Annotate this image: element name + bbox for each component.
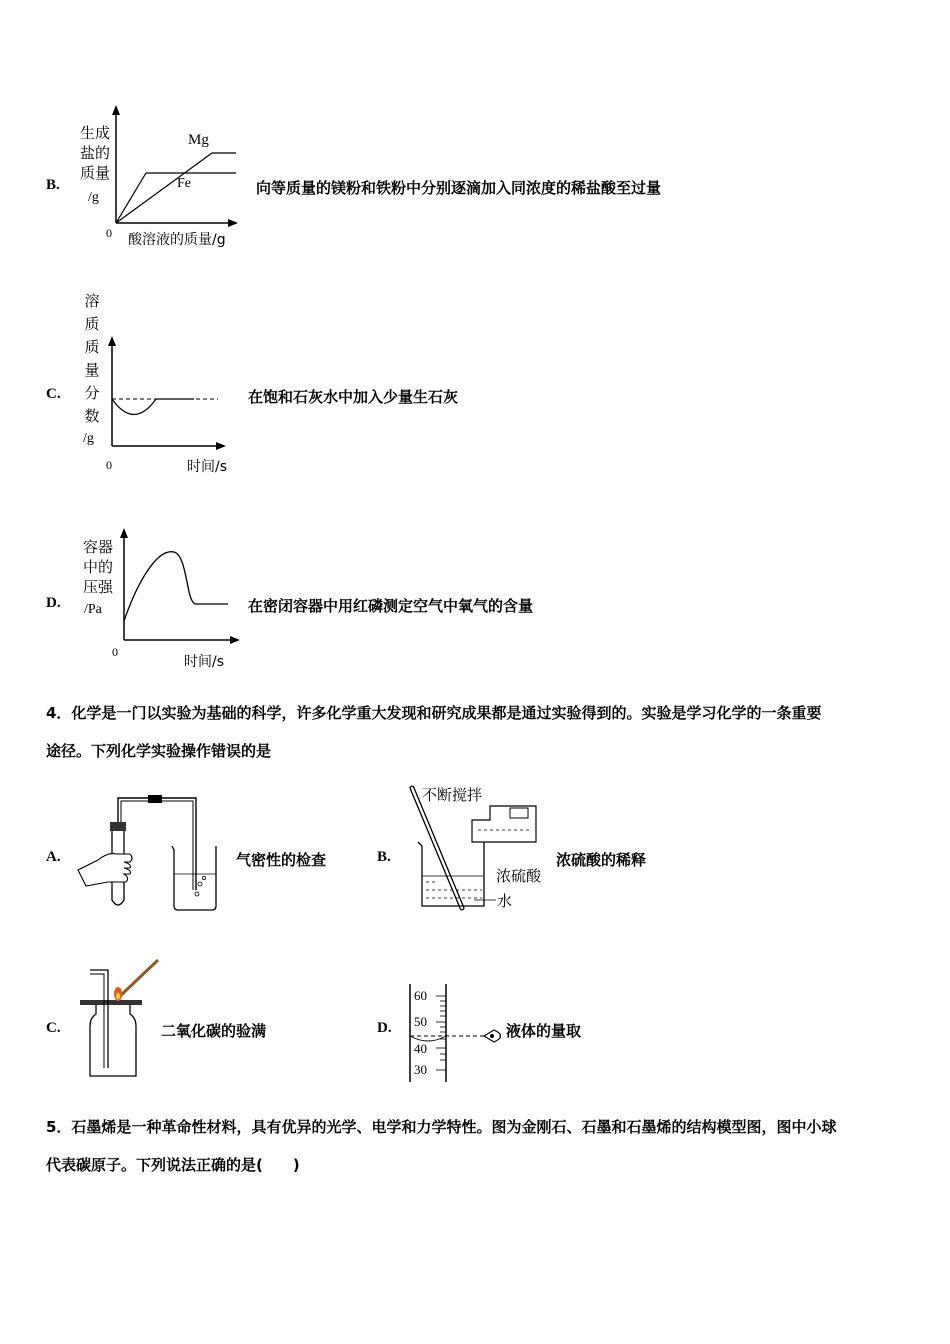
graph-d-y-arrow bbox=[120, 528, 128, 538]
graph-c-xlabel: 时间/s bbox=[187, 459, 228, 475]
graph-c-x-arrow bbox=[216, 442, 226, 450]
q4-option-c-figure bbox=[78, 956, 168, 1086]
q4-option-a-figure bbox=[78, 790, 228, 920]
q4-stem-line2: 途径。下列化学实验操作错误的是 bbox=[46, 742, 272, 760]
graph-c-ylabel-c3: 质 bbox=[84, 338, 100, 356]
graph-d-description: 在密闭容器中用红磷测定空气中氧气的含量 bbox=[248, 597, 534, 615]
graph-b-plot bbox=[108, 103, 248, 233]
q4-option-b-text: 浓硫酸的稀释 bbox=[556, 851, 647, 869]
graph-b-ylabel-line2: 盐的 bbox=[79, 144, 110, 162]
q4-option-c-text: 二氧化碳的验满 bbox=[161, 1022, 267, 1040]
graph-d-yunit: /Pa bbox=[84, 602, 102, 617]
graph-b-description: 向等质量的镁粉和铁粉中分别逐滴加入同浓度的稀盐酸至过量 bbox=[256, 179, 662, 197]
graph-c-plot bbox=[104, 334, 234, 454]
q4-option-b-label-acid: 浓硫酸 bbox=[496, 867, 542, 885]
graph-c-origin: 0 bbox=[106, 458, 112, 472]
q4-option-b-letter: B. bbox=[377, 849, 391, 865]
q4-option-d-tick-40: 40 bbox=[414, 1041, 427, 1056]
q4-option-d-letter: D. bbox=[377, 1020, 392, 1036]
q4-option-a-text: 气密性的检查 bbox=[236, 851, 327, 869]
graph-d-ylabel bbox=[80, 537, 116, 597]
q4-option-d-text: 液体的量取 bbox=[506, 1022, 582, 1040]
q4-option-c-letter: C. bbox=[46, 1020, 61, 1036]
graph-b-x-arrow bbox=[228, 219, 238, 227]
q4-option-d-tick-50: 50 bbox=[414, 1014, 427, 1029]
q4-option-b-figure bbox=[404, 786, 544, 916]
graph-b-ylabel-line1: 生成 bbox=[79, 124, 110, 142]
graph-c-curve bbox=[112, 399, 194, 415]
graph-d-ylabel-line3: 压强 bbox=[82, 578, 113, 596]
q5-stem-line1: 5．石墨烯是一种革命性材料，具有优异的光学、电学和力学特性。图为金刚石、石墨和石墨烯的结构模型图，图中小球 bbox=[46, 1118, 837, 1136]
q4-stem bbox=[46, 694, 916, 770]
graph-b-yunit: /g bbox=[88, 190, 99, 205]
graph-d-plot bbox=[116, 526, 246, 646]
option-d-label: D. bbox=[46, 595, 61, 611]
graph-b-series-mg: Mg bbox=[188, 132, 209, 148]
rubber-joint bbox=[148, 795, 162, 803]
graph-c-y-arrow bbox=[108, 336, 116, 346]
graph-c-ylabel-c4: 量 bbox=[84, 361, 100, 379]
stopper bbox=[110, 822, 126, 831]
graph-d-x-arrow bbox=[230, 636, 240, 644]
hand bbox=[78, 854, 132, 886]
q4-option-b-label-stir: 不断搅拌 bbox=[422, 786, 483, 804]
graph-d-origin: 0 bbox=[112, 645, 118, 659]
graph-c-ylabel-c1: 溶 bbox=[84, 292, 100, 310]
delivery-tube bbox=[90, 970, 108, 1068]
graph-c-description: 在饱和石灰水中加入少量生石灰 bbox=[248, 388, 459, 406]
graph-c-ylabel-c5: 分 bbox=[84, 384, 100, 402]
delivery-tube bbox=[118, 798, 196, 890]
cylinder-ticks bbox=[436, 996, 446, 1070]
option-c-label: C. bbox=[46, 386, 61, 402]
graph-b-y-arrow bbox=[112, 105, 120, 115]
graph-c-ylabel-c2: 质 bbox=[84, 315, 100, 333]
option-b-label: B. bbox=[46, 177, 60, 193]
graph-b-series-fe: Fe bbox=[177, 176, 191, 191]
graph-c-ylabel-c6: 数 bbox=[84, 407, 100, 425]
graph-b-line-fe bbox=[116, 173, 236, 223]
graph-b-line-mg bbox=[116, 153, 236, 223]
beaker bbox=[172, 846, 216, 910]
graph-b-xlabel: 酸溶液的质量/g bbox=[128, 232, 226, 248]
q5-stem-line2: 代表碳原子。下列说法正确的是( ) bbox=[46, 1156, 300, 1174]
q4-option-b-label-water: 水 bbox=[497, 892, 513, 910]
graph-d-ylabel-line2: 中的 bbox=[82, 558, 113, 576]
graph-c-ylabel bbox=[82, 290, 102, 428]
q5-stem bbox=[46, 1108, 916, 1184]
graph-d-xlabel: 时间/s bbox=[184, 654, 225, 670]
gas-jar bbox=[90, 1004, 136, 1076]
q4-option-a-letter: A. bbox=[46, 849, 61, 865]
glass-plate bbox=[80, 1000, 142, 1005]
graph-d-ylabel-line1: 容器 bbox=[82, 538, 113, 556]
beaker bbox=[418, 842, 484, 906]
match-stick bbox=[118, 960, 158, 998]
graph-d-curve bbox=[124, 552, 228, 621]
graph-b-ylabel-line3: 质量 bbox=[79, 164, 110, 182]
q4-option-d-tick-60: 60 bbox=[414, 988, 427, 1003]
q4-option-d-tick-30: 30 bbox=[414, 1062, 427, 1077]
graph-c-yunit: /g bbox=[83, 431, 94, 446]
q4-stem-line1: 4．化学是一门以实验为基础的科学，许多化学重大发现和研究成果都是通过实验得到的。实验是学习化学的一条重要 bbox=[46, 704, 822, 722]
graph-b-origin: 0 bbox=[106, 226, 112, 240]
